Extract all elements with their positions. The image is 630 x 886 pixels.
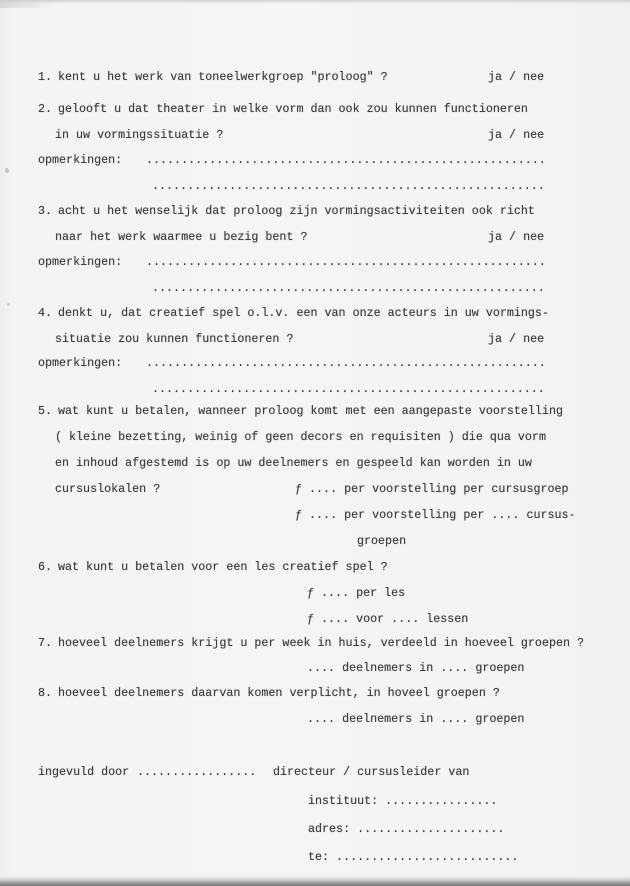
remarks-2-row <box>0 255 630 269</box>
question-7-text: hoeveel deelnemers krijgt u per week in huis, verdeeld in hoeveel groepen ? <box>58 636 585 650</box>
question-3-text-cont: naar het werk waarmee u bezig bent ? <box>55 230 308 244</box>
question-6-price-answer-1: ƒ .... per les <box>307 586 406 600</box>
question-6-price-answer-2: ƒ .... voor .... lessen <box>307 612 469 626</box>
question-5-text-cont: ( kleine bezetting, weinig of geen decors en requisiten ) die qua vorm <box>55 430 546 444</box>
question-8-answer-row <box>0 712 630 726</box>
question-2-yes-no: ja / nee <box>488 128 545 142</box>
question-5-text-cont-2: en inhoud afgestemd is op uw deelnemers en gespeeld kan worden in uw <box>55 456 532 470</box>
question-2-text-cont: in uw vormingssituatie ? <box>55 128 224 142</box>
question-2-row <box>0 102 630 116</box>
question-6-row <box>0 560 630 574</box>
director-course-leader-label: directeur / cursusleider van <box>273 765 470 779</box>
remarks-2-row-2 <box>0 281 630 295</box>
institute-row <box>0 794 630 808</box>
place-field: te: .......................... <box>308 850 519 864</box>
question-5-price-answer-2-cont: groepen <box>357 534 407 548</box>
question-8-text: hoeveel deelnemers daarvan komen verplicht, in hoveel groepen ? <box>58 686 500 700</box>
remarks-1-row-2 <box>0 179 630 193</box>
question-1-yes-no: ja / nee <box>488 70 545 84</box>
question-7-number: 7. <box>38 636 53 650</box>
scan-edge-bottom <box>0 876 630 886</box>
question-3-number: 3. <box>38 204 53 218</box>
remarks-3-dotted-line: ......................................................... <box>146 356 546 370</box>
question-3-row-2 <box>0 230 630 244</box>
filled-in-by-row <box>0 765 630 779</box>
address-field: adres: ..................... <box>308 822 505 836</box>
remarks-3-row <box>0 356 630 370</box>
question-6-text: wat kunt u betalen voor een les creatief spel ? <box>58 560 388 574</box>
question-4-text: denkt u, dat creatief spel o.l.v. een van onze acteurs in uw vormings- <box>58 306 549 320</box>
scan-edge-top-corner <box>0 0 70 8</box>
question-7-row <box>0 636 630 650</box>
question-5-price-answer-2: ƒ .... per voorstelling per .... cursus- <box>295 508 576 522</box>
question-7-answer: .... deelnemers in .... groepen <box>307 661 525 675</box>
question-5-row-4 <box>0 482 630 496</box>
remarks-1-dotted-line: ......................................................... <box>146 153 546 167</box>
remarks-2-label: opmerkingen: <box>38 255 123 269</box>
question-8-number: 8. <box>38 686 53 700</box>
question-4-text-cont: situatie zou kunnen functioneren ? <box>55 332 294 346</box>
question-5-text-cont-3: cursuslokalen ? <box>55 482 161 496</box>
question-4-yes-no: ja / nee <box>488 332 545 346</box>
remarks-2-dotted-line-2: ........................................................ <box>152 281 545 295</box>
filled-in-by-dotted-line: ................. <box>137 765 257 779</box>
question-5-row-2 <box>0 430 630 444</box>
question-5-answer-row-2 <box>0 508 630 522</box>
question-4-number: 4. <box>38 306 53 320</box>
remarks-2-dotted-line: ......................................................... <box>146 255 546 269</box>
remarks-1-row <box>0 153 630 167</box>
question-8-answer: .... deelnemers in .... groepen <box>307 712 525 726</box>
question-6-answer-row-2 <box>0 612 630 626</box>
institute-field: instituut: ................ <box>308 794 498 808</box>
question-1-text: kent u het werk van toneelwerkgroep "proloog" ? <box>58 70 388 84</box>
address-row <box>0 822 630 836</box>
question-5-text: wat kunt u betalen, wanneer proloog komt met een aangepaste voorstelling <box>58 404 563 418</box>
question-4-row <box>0 306 630 320</box>
remarks-3-dotted-line-2: ........................................................ <box>152 382 545 396</box>
question-3-text: acht u het wenselijk dat proloog zijn vormingsactiviteiten ook richt <box>58 204 535 218</box>
remarks-3-row-2 <box>0 382 630 396</box>
question-6-answer-row-1 <box>0 586 630 600</box>
question-2-row-2 <box>0 128 630 142</box>
question-2-text: gelooft u dat theater in welke vorm dan ook zou kunnen functioneren <box>58 102 528 116</box>
filled-in-by-label: ingevuld door <box>38 765 130 779</box>
question-6-number: 6. <box>38 560 53 574</box>
remarks-1-dotted-line-2: ........................................................ <box>152 179 545 193</box>
question-1-row <box>0 70 630 84</box>
question-3-row <box>0 204 630 218</box>
remarks-1-label: opmerkingen: <box>38 153 123 167</box>
question-5-row <box>0 404 630 418</box>
question-4-row-2 <box>0 332 630 346</box>
question-2-number: 2. <box>38 102 53 116</box>
question-8-row <box>0 686 630 700</box>
place-row <box>0 850 630 864</box>
remarks-3-label: opmerkingen: <box>38 356 123 370</box>
question-5-number: 5. <box>38 404 53 418</box>
question-3-yes-no: ja / nee <box>488 230 545 244</box>
question-5-price-answer-1: ƒ .... per voorstelling per cursusgroep <box>295 482 569 496</box>
question-7-answer-row <box>0 661 630 675</box>
question-5-row-3 <box>0 456 630 470</box>
question-1-number: 1. <box>38 70 53 84</box>
scan-edge-top <box>0 0 630 4</box>
question-5-answer-row-3 <box>0 534 630 548</box>
